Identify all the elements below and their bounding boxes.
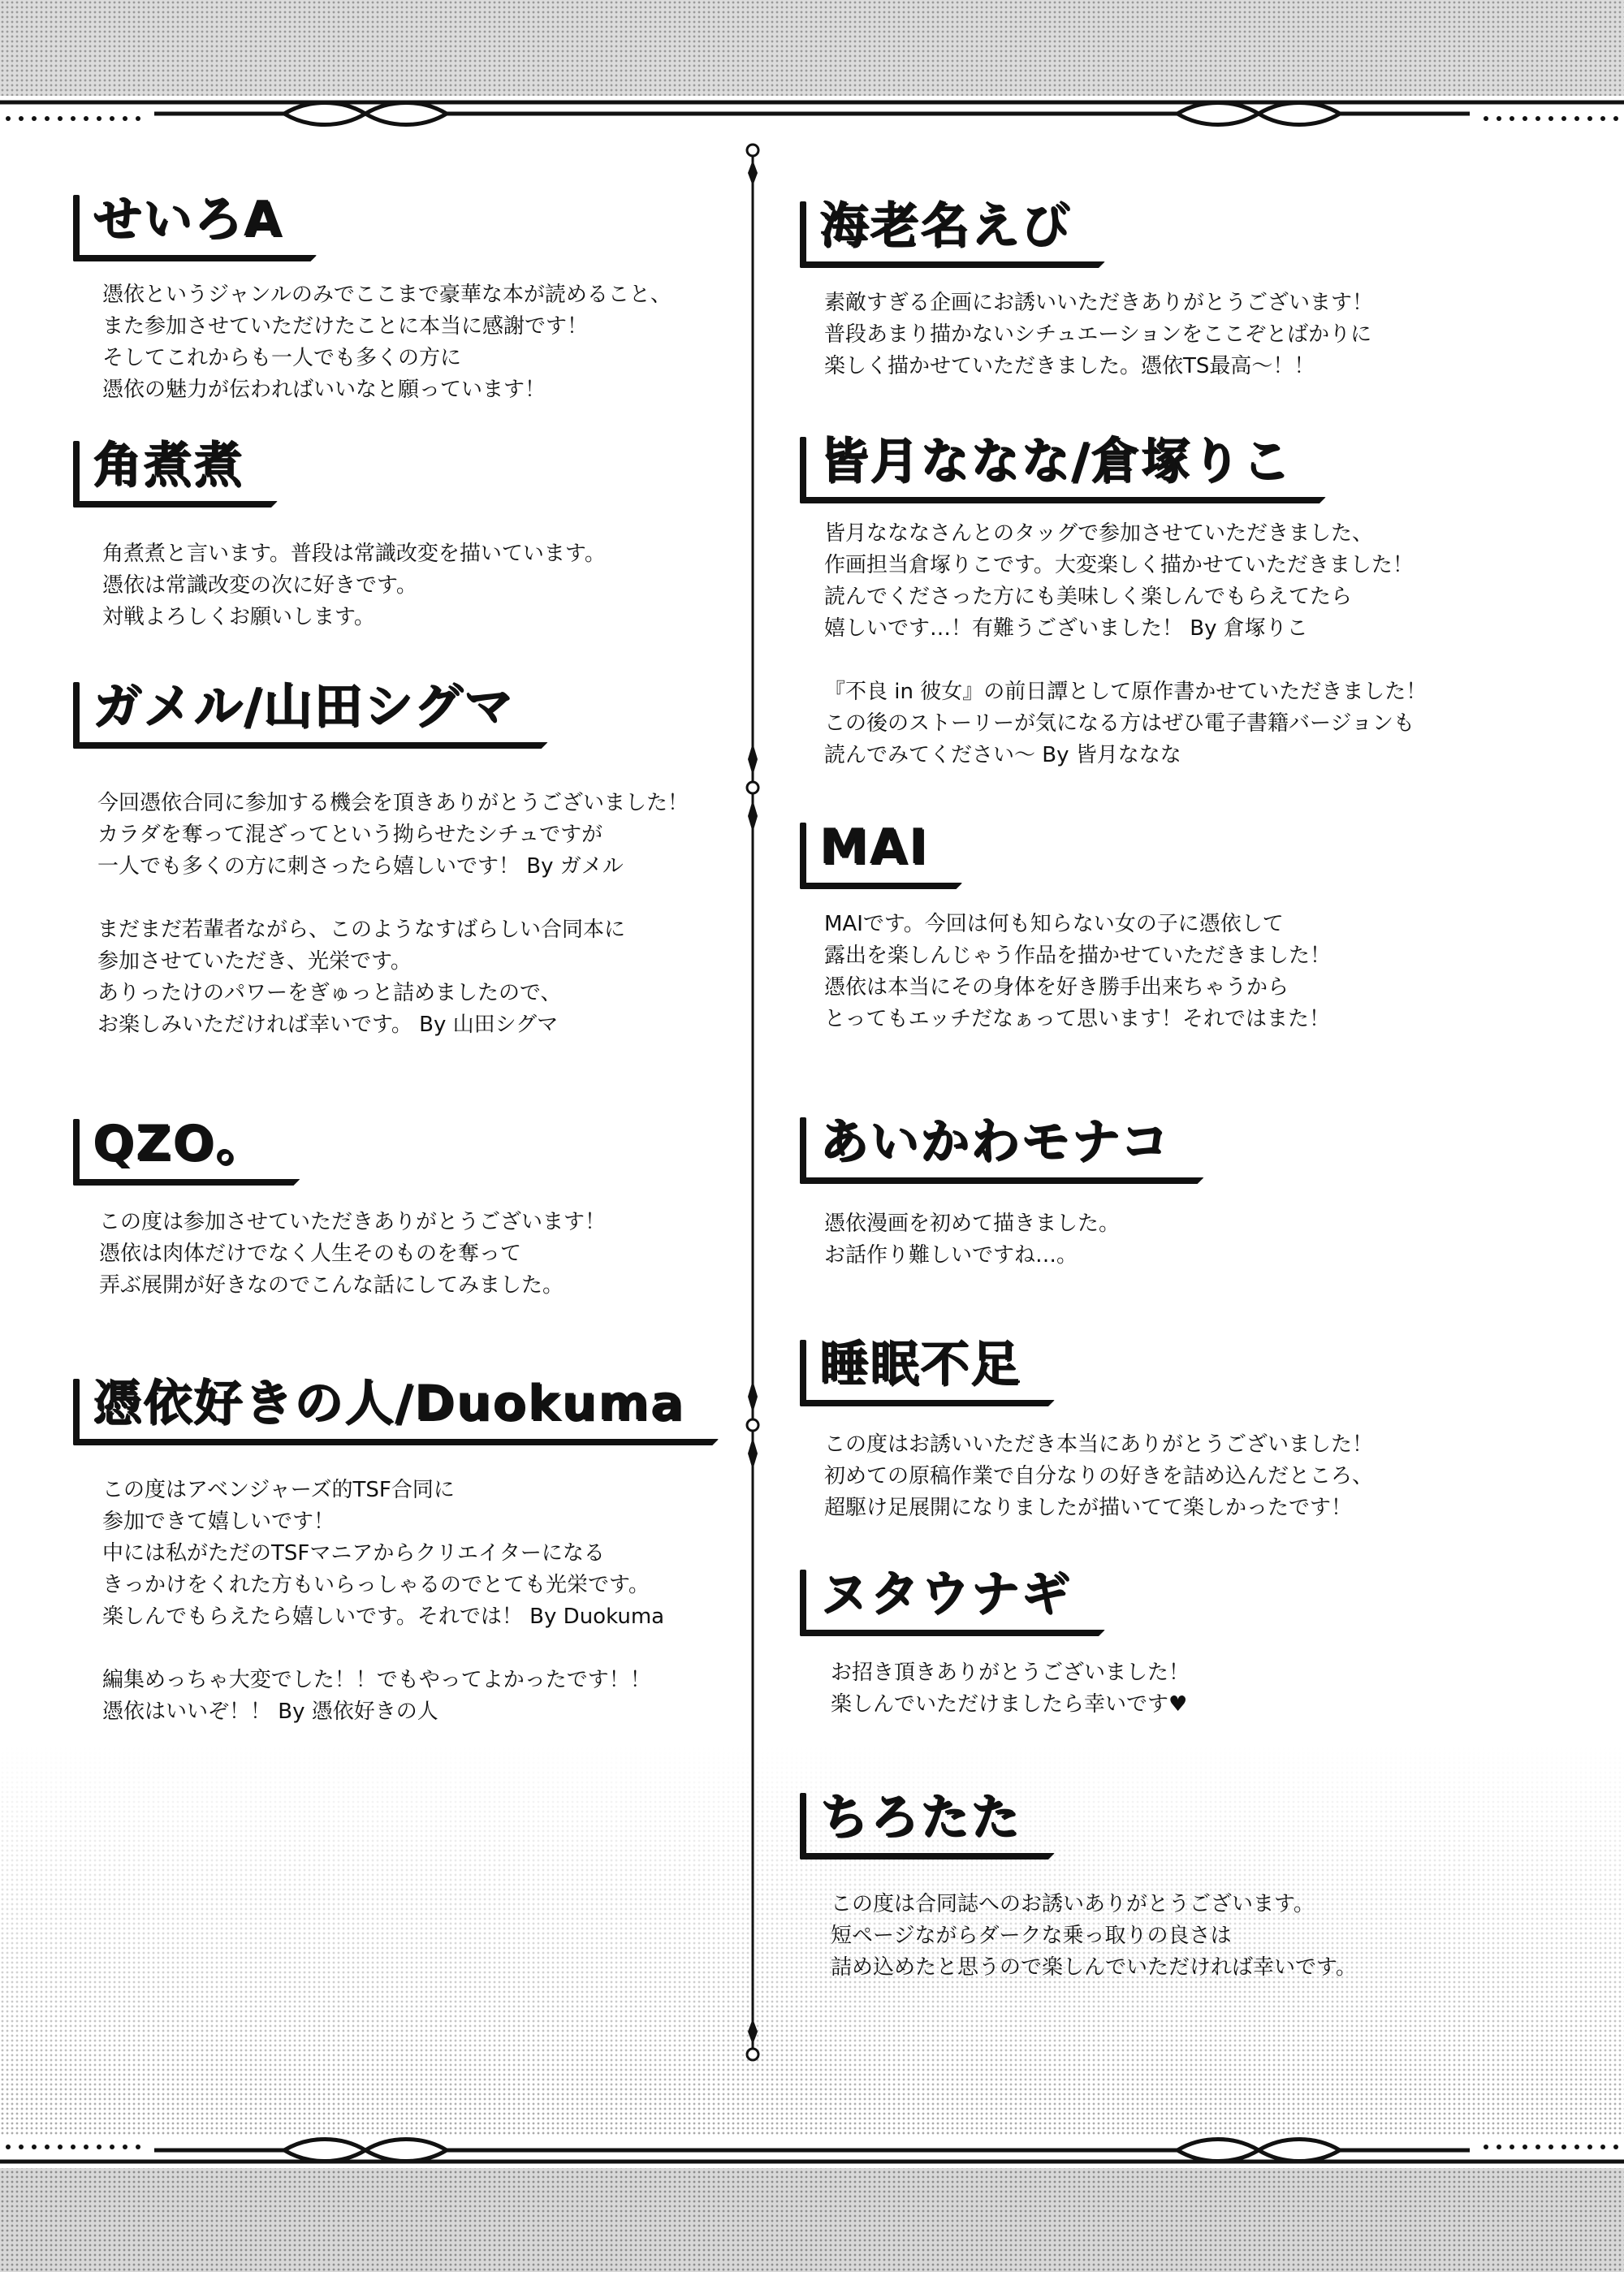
contributor-section-duokuma bbox=[73, 1372, 719, 1728]
contributor-name: 憑依好きの人/Duokuma bbox=[78, 1372, 719, 1434]
contributor-message: MAIです。今回は何も知らない女の子に憑依して 露出を楽しんじゃう作品を描かせていただきました！ 憑依は本当にその身体を好き勝手出来ちゃうから とってもエッチだなぁって思います！それではまた！ bbox=[824, 912, 1332, 1031]
top-dotted-band bbox=[0, 0, 1624, 106]
contributor-message: 角煮煮と言います。普段は常識改変を描いています。 憑依は常識改変の次に好きです。 対戦よろしくお願いします。 bbox=[102, 542, 606, 629]
contributor-name: あいかわモナコ bbox=[805, 1111, 1204, 1173]
contributor-name: 角煮煮 bbox=[78, 434, 278, 496]
contributor-name: 海老名えび bbox=[805, 195, 1105, 257]
contributor-section-chirotata bbox=[800, 1786, 1357, 1984]
contributor-section-nutaunagi bbox=[800, 1563, 1190, 1721]
contributor-name: 皆月ななな/倉塚りこ bbox=[805, 430, 1326, 492]
contributor-message: 憑依漫画を初めて描きました。 お話作り難しいですね…。 bbox=[824, 1212, 1121, 1268]
contributor-section-gameru-yamada bbox=[73, 676, 689, 1041]
contributor-section-suimin-busoku bbox=[800, 1333, 1373, 1524]
contributor-section-seiro bbox=[73, 188, 672, 406]
contributor-name: QZO。 bbox=[78, 1112, 300, 1174]
top-ornament-divider bbox=[0, 96, 1624, 128]
contributor-name: せいろA bbox=[78, 188, 317, 250]
column-separator bbox=[741, 142, 765, 2063]
contributor-section-mai bbox=[800, 816, 1331, 1035]
contributor-section-aikawa-monako bbox=[800, 1111, 1204, 1272]
contributor-name: 睡眠不足 bbox=[805, 1333, 1055, 1395]
contributor-name: ヌタウナギ bbox=[805, 1563, 1105, 1625]
contributor-message: この度はアベンジャーズ的TSF合同に 参加できて嬉しいです！ 中には私がただのTSFマニアからクリエイターになる きっかけをくれた方もいらっしゃるのでとても光栄です。 楽しんでもらえたら嬉しいです。それでは！ By Duokuma 編集めっちゃ大変でした！！でもやってよかったです！！ 憑依はいいぞ！！ By 憑依好きの人 bbox=[102, 1478, 665, 1724]
contributor-message: この度はお誘いいただき本当にありがとうございました！ 初めての原稿作業で自分なりの好きを詰め込んだところ、 超駆け足展開になりましたが描いてて楽しかったです！ bbox=[824, 1432, 1374, 1520]
contributor-section-minazuki-kurazuka bbox=[800, 430, 1427, 771]
contributor-name: ガメル/山田シグマ bbox=[78, 676, 548, 737]
contributor-section-qzo bbox=[73, 1112, 606, 1302]
contributor-message: この度は合同誌へのお誘いありがとうございます。 短ページながらダークな乗っ取りの良さは 詰め込めたと思うので楽しんでいただければ幸いです。 bbox=[831, 1892, 1357, 1980]
bottom-ornament-divider bbox=[0, 2136, 1624, 2168]
contributor-section-kakuni bbox=[73, 434, 606, 633]
contributor-message: この度は参加させていただきありがとうございます！ 憑依は肉体だけでなく人生そのものを奪って 弄ぶ展開が好きなのでこんな話にしてみました。 bbox=[99, 1210, 607, 1298]
contributor-section-ebina bbox=[800, 195, 1373, 382]
contributor-message: 皆月なななさんとのタッグで参加させていただきました、 作画担当倉塚りこです。大変楽しく描かせていただきました！ 読んでくださった方にも美味しく楽しんでもらえてたら 嬉しいです…！有難うございました！ By 倉塚りこ 『不良 in 彼女』の前日譚として原作書かせていただきました！ この後のストーリーが気になる方はぜひ電子書籍バージョンも 読んでみてください〜 By 皆月ななな bbox=[824, 521, 1427, 767]
contributor-name: ちろたた bbox=[805, 1786, 1055, 1848]
contributor-name: MAI bbox=[805, 816, 962, 878]
contributor-message: 憑依というジャンルのみでここまで豪華な本が読めること、 また参加させていただけたことに本当に感謝です！ そしてこれからも一人でも多くの方に 憑依の魅力が伝わればいいなと願っています！ bbox=[102, 283, 672, 402]
bottom-dotted-band bbox=[0, 2160, 1624, 2272]
contributor-message: 今回憑依合同に参加する機会を頂きありがとうございました！ カラダを奪って混ざってという拗らせたシチュですが 一人でも多くの方に刺さったら嬉しいです！ By ガメル まだまだ若輩者ながら、このようなすばらしい合同本に 参加させていただき、光栄です。 ありったけのパワーをぎゅっと詰めましたので、 お楽しみいただければ幸いです。 By 山田シグマ bbox=[97, 791, 689, 1037]
contributor-message: 素敵すぎる企画にお誘いいただきありがとうございます！ 普段あまり描かないシチュエーションをここぞとばかりに 楽しく描かせていただきました。憑依TS最高〜！！ bbox=[824, 291, 1374, 378]
contributor-message: お招き頂きありがとうございました！ 楽しんでいただけましたら幸いです♥ bbox=[831, 1661, 1190, 1717]
